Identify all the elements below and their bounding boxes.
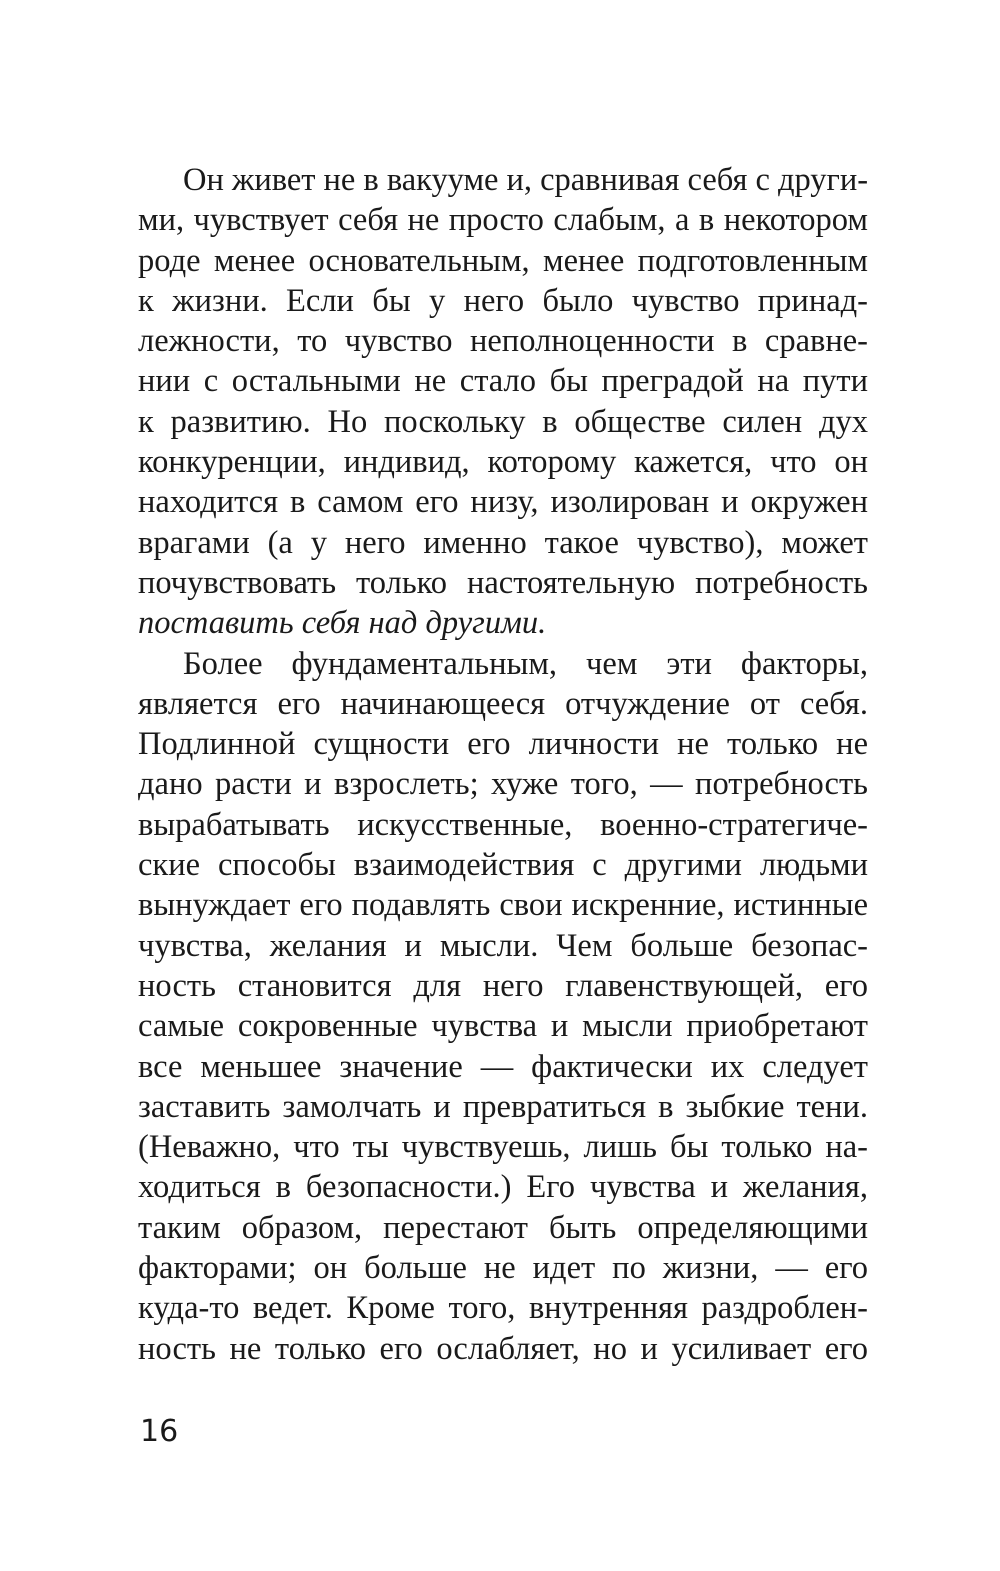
text-line: таким образом, перестают быть определяющими	[138, 1209, 868, 1246]
text-line: ходиться в безопасности.) Его чувства и желания,	[138, 1169, 868, 1206]
text-line: к развитию. Но поскольку в обществе силен дух	[138, 403, 868, 440]
text-line: чувства, желания и мысли. Чем больше безопас-	[138, 927, 868, 964]
text-line: лежности, то чувство неполноценности в сравне-	[138, 323, 868, 360]
text-line: Он живет не в вакууме и, сравнивая себя с други-	[183, 162, 868, 198]
text-line: роде менее основательным, менее подготовленным	[138, 242, 868, 279]
text-line: самые сокровенные чувства и мысли приобретают	[138, 1008, 868, 1045]
text-line: находится в самом его низу, изолирован и окружен	[138, 484, 868, 521]
text-line: факторами; он больше не идет по жизни, — его	[138, 1250, 868, 1287]
text-line: дано расти и взрослеть; хуже того, — потребность	[138, 766, 868, 803]
text-line: Подлинной сущности его личности не только не	[138, 726, 868, 763]
text-line: конкуренции, индивид, которому кажется, что он	[138, 444, 868, 481]
text-line: нии с остальными не стало бы преградой на пути	[138, 363, 868, 400]
text-line: является его начинающееся отчуждение от себя.	[138, 685, 868, 722]
paragraph	[138, 644, 868, 1369]
page-number: 16	[140, 1414, 179, 1449]
text-line: куда-то ведет. Кроме того, внутренняя раздроблен-	[138, 1290, 868, 1327]
text-line: Более фундаментальным, чем эти факторы,	[183, 645, 868, 682]
text-line: заставить замолчать и превратиться в зыбкие тени.	[138, 1088, 868, 1125]
text-line-italic: поставить себя над другими.	[138, 605, 547, 642]
text-line: все меньшее значение — фактически их следует	[138, 1048, 868, 1085]
paragraph	[138, 160, 868, 644]
text-line: к жизни. Если бы у него было чувство принад-	[138, 282, 868, 319]
text-line: вынуждает его подавлять свои искренние, истинные	[138, 887, 868, 924]
text-line: врагами (а у него именно такое чувство), может	[138, 524, 868, 561]
text-line: почувствовать только настоятельную потребность	[138, 564, 868, 601]
text-line: (Неважно, что ты чувствуешь, лишь бы только на-	[138, 1129, 868, 1166]
text-line: ность не только его ослабляет, но и усиливает его	[138, 1330, 868, 1367]
text-line: ми, чувствует себя не просто слабым, а в некотором	[138, 202, 868, 239]
body-text	[138, 160, 868, 1369]
text-line: вырабатывать искусственные, военно-стратегиче-	[138, 806, 868, 843]
text-line: ские способы взаимодействия с другими людьми	[138, 847, 868, 884]
text-line: ность становится для него главенствующей, его	[138, 967, 868, 1004]
